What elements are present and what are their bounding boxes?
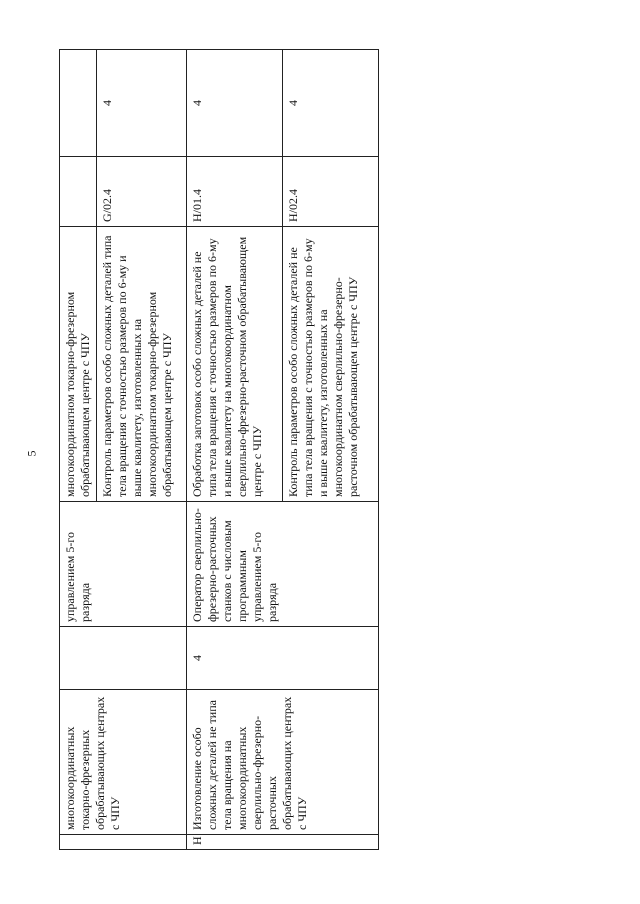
- labor-function-name: Контроль параметров особо сложных деталей не типа тела вращения с точностью размеров по 6-му и выше квалитету, изготовленных на многокоординатном сверлильно-фрезерно-расточном обрабатывающем центре с ЧПУ: [283, 227, 379, 502]
- page-number: 5: [24, 450, 39, 457]
- generalized-function-code: [60, 835, 187, 850]
- table-row: [60, 50, 97, 850]
- labor-function-code: G/02.4: [97, 157, 187, 227]
- generalized-function-code: H: [187, 835, 379, 850]
- labor-function-name: многокоординатном токарно-фрезерном обрабатывающем центре с ЧПУ: [60, 227, 97, 502]
- qualification-title: управлением 5-го разряда: [60, 502, 187, 627]
- generalized-function-name: многокоординатных токарно-фрезерных обрабатывающих центрах с ЧПУ: [60, 690, 187, 835]
- qualification-title: Оператор сверлильно-фрезерно-расточных станков с числовым программным управлением 5-го разряда: [187, 502, 379, 627]
- labor-function-name: Обработка заготовок особо сложных деталей не типа тела вращения с точностью размеров по 6-му и выше квалитету на многокоординатном сверлильно-фрезерно-расточном обрабатывающем центре с ЧПУ: [187, 227, 283, 502]
- functions-table: [59, 49, 379, 850]
- labor-function-level: 4: [283, 50, 379, 157]
- qualification-level: [60, 627, 187, 690]
- labor-function-name: Контроль параметров особо сложных деталей типа тела вращения с точностью размеров по 6-му и выше квалитету, изготовленных на многокоординатном токарно-фрезерном обрабатывающем центре с ЧПУ: [97, 227, 187, 502]
- labor-function-level: 4: [187, 50, 283, 157]
- generalized-function-name: Изготовление особо сложных деталей не типа тела вращения на многокоординатных сверлильно-фрезерно-расточных обрабатывающих центрах с ЧПУ: [187, 690, 379, 835]
- labor-function-level: [60, 50, 97, 157]
- table-row: [187, 50, 283, 850]
- functions-table-wrapper: [59, 50, 359, 850]
- labor-function-code: H/01.4: [187, 157, 283, 227]
- labor-function-code: H/02.4: [283, 157, 379, 227]
- labor-function-level: 4: [97, 50, 187, 157]
- qualification-level: 4: [187, 627, 379, 690]
- labor-function-code: [60, 157, 97, 227]
